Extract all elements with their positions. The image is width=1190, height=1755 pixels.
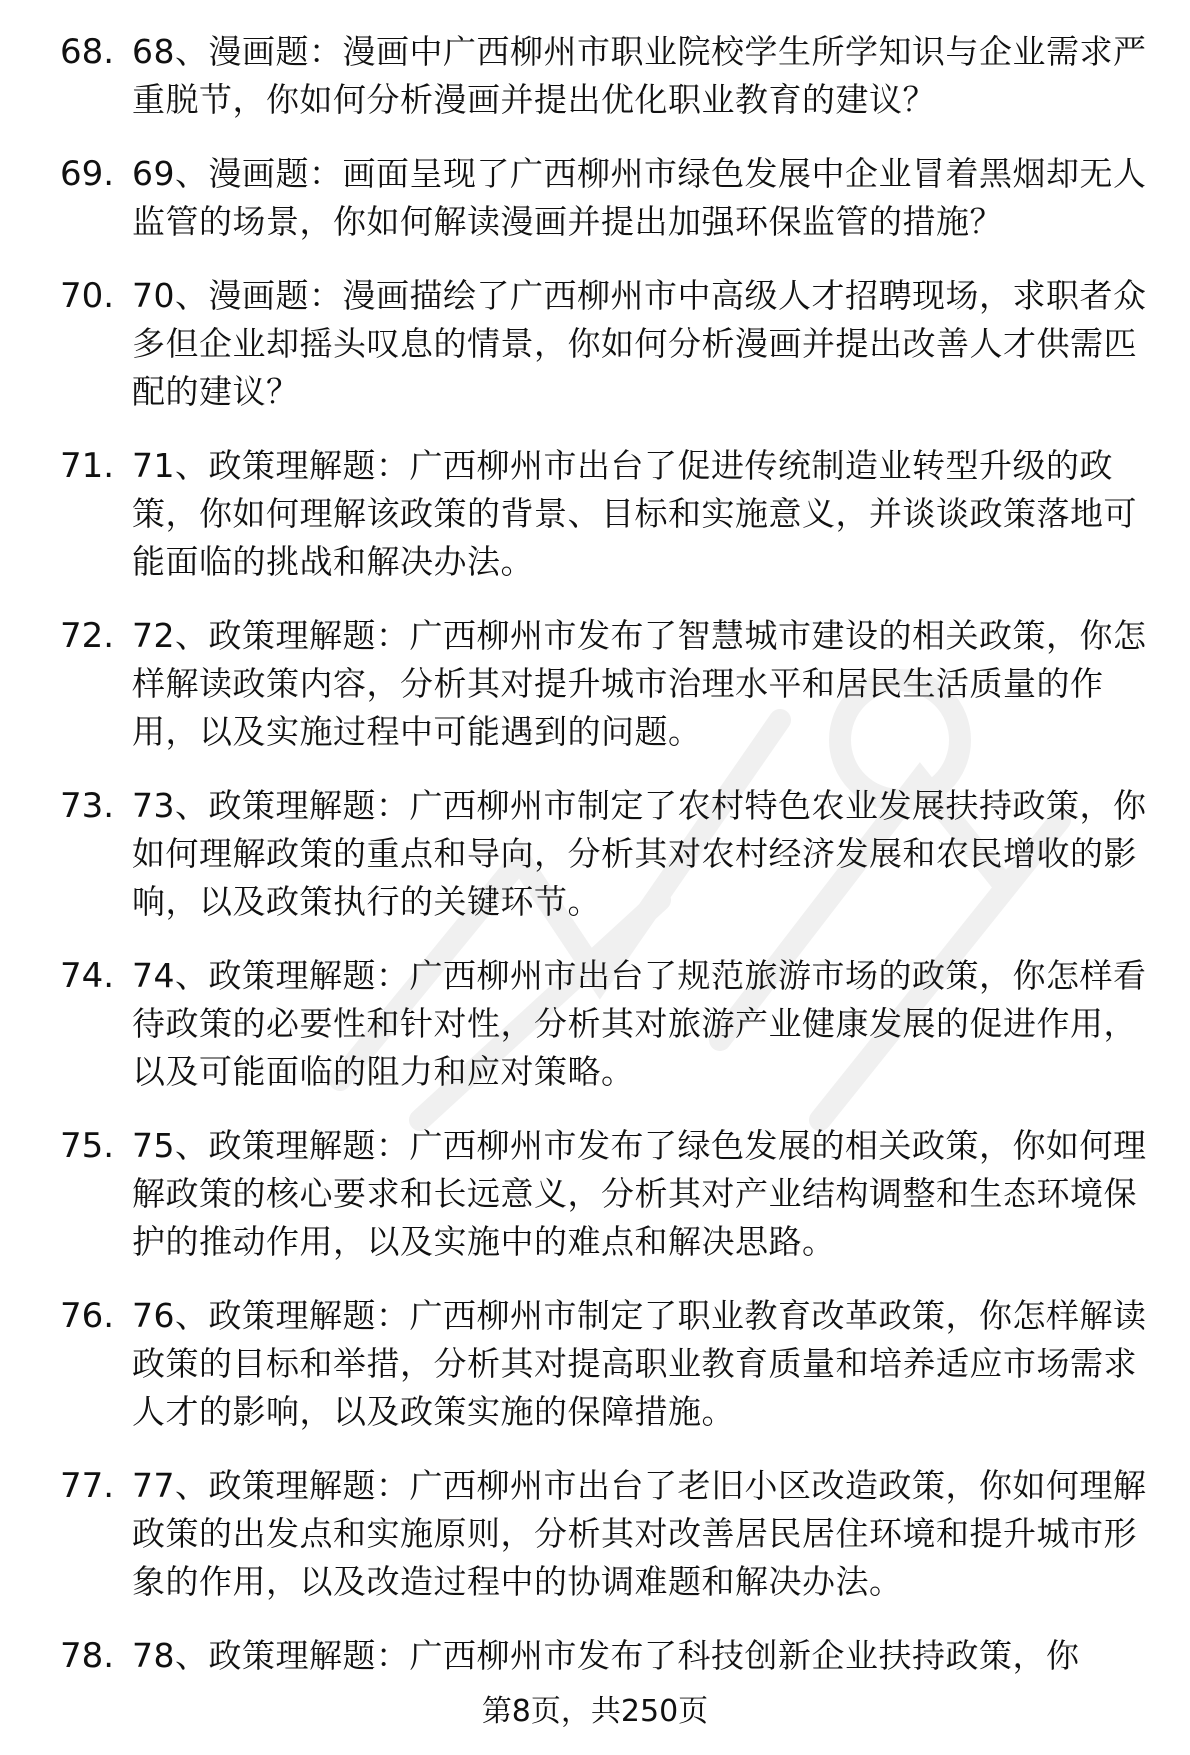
list-item [0,28,1190,124]
list-item [0,1462,1190,1606]
question-number: 75. [60,1126,115,1166]
list-item [0,1292,1190,1436]
question-text: 78、政策理解题：广西柳州市发布了科技创新企业扶持政策，你 [132,1636,1080,1675]
list-item [0,782,1190,926]
question-number: 74. [60,956,115,996]
list-item [0,1122,1190,1266]
question-text: 69、漫画题：画面呈现了广西柳州市绿色发展中企业冒着黑烟却无人监管的场景，你如何解读漫画并提出加强环保监管的措施？ [132,154,1147,241]
page-footer: 第8页，共250页 [481,1694,709,1729]
list-item [0,442,1190,586]
question-text: 68、漫画题：漫画中广西柳州市职业院校学生所学知识与企业需求严重脱节，你如何分析漫画并提出优化职业教育的建议？ [132,32,1147,119]
question-number: 71. [60,446,115,486]
list-item [0,272,1190,416]
question-number: 77. [60,1466,115,1506]
question-number: 73. [60,786,115,826]
question-number: 70. [60,276,115,316]
question-text: 75、政策理解题：广西柳州市发布了绿色发展的相关政策，你如何理解政策的核心要求和长远意义，分析其对产业结构调整和生态环境保护的推动作用，以及实施中的难点和解决思路。 [132,1126,1147,1261]
list-item [0,1632,1190,1680]
question-text: 74、政策理解题：广西柳州市出台了规范旅游市场的政策，你怎样看待政策的必要性和针对性，分析其对旅游产业健康发展的促进作用，以及可能面临的阻力和应对策略。 [132,956,1147,1091]
question-number: 72. [60,616,115,656]
question-text: 71、政策理解题：广西柳州市出台了促进传统制造业转型升级的政策，你如何理解该政策的背景、目标和实施意义，并谈谈政策落地可能面临的挑战和解决办法。 [132,446,1137,581]
question-number: 68. [60,32,115,72]
list-item [0,612,1190,756]
question-text: 72、政策理解题：广西柳州市发布了智慧城市建设的相关政策，你怎样解读政策内容，分析其对提升城市治理水平和居民生活质量的作用，以及实施过程中可能遇到的问题。 [132,616,1147,751]
question-number: 69. [60,154,115,194]
question-number: 76. [60,1296,115,1336]
question-number: 78. [60,1636,115,1676]
question-text: 76、政策理解题：广西柳州市制定了职业教育改革政策，你怎样解读政策的目标和举措，分析其对提高职业教育质量和培养适应市场需求人才的影响，以及政策实施的保障措施。 [132,1296,1147,1431]
question-text: 77、政策理解题：广西柳州市出台了老旧小区改造政策，你如何理解政策的出发点和实施原则，分析其对改善居民居住环境和提升城市形象的作用，以及改造过程中的协调难题和解决办法。 [132,1466,1147,1601]
list-item [0,952,1190,1096]
list-item [0,150,1190,246]
question-list [0,28,1190,1680]
question-text: 73、政策理解题：广西柳州市制定了农村特色农业发展扶持政策，你如何理解政策的重点和导向，分析其对农村经济发展和农民增收的影响，以及政策执行的关键环节。 [132,786,1147,921]
question-text: 70、漫画题：漫画描绘了广西柳州市中高级人才招聘现场，求职者众多但企业却摇头叹息的情景，你如何分析漫画并提出改善人才供需匹配的建议？ [132,276,1147,411]
